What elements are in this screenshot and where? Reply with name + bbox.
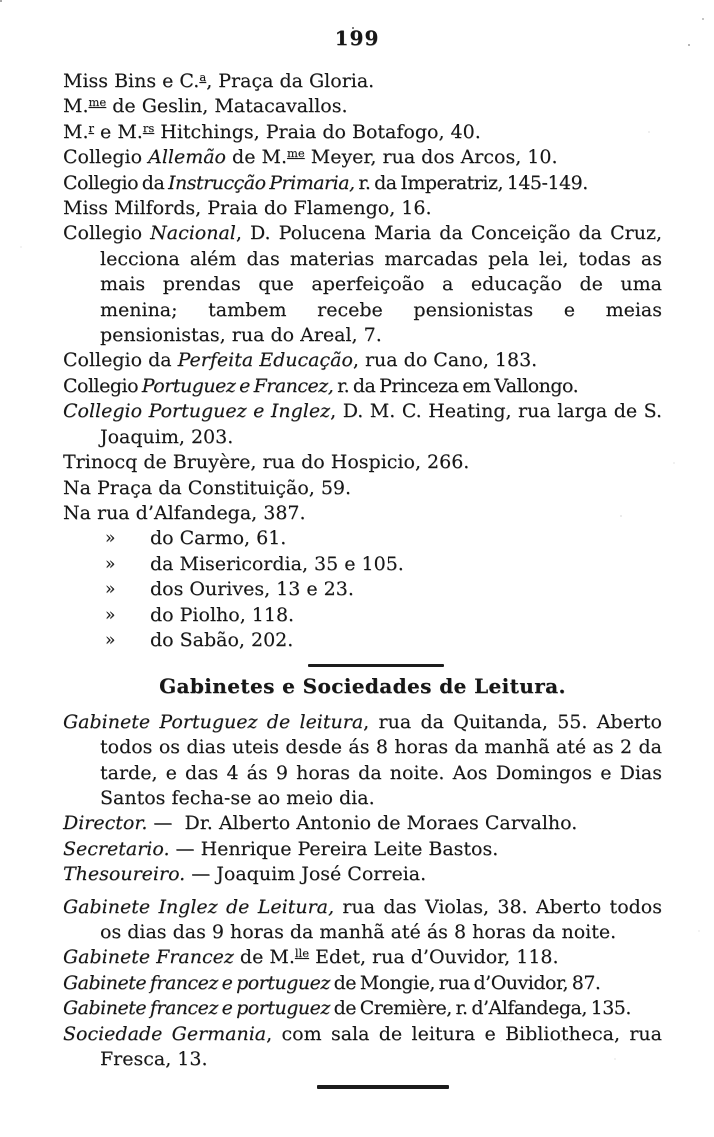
directory-entry <box>63 221 662 348</box>
italic-text: Sociedade Germania <box>63 1022 267 1045</box>
directory-entry <box>63 603 662 628</box>
superscript-text: a <box>199 70 207 84</box>
end-divider <box>317 1085 449 1089</box>
text-segment: M. <box>63 95 89 118</box>
italic-text: Thesoureiro. <box>63 863 186 886</box>
ditto-mark: » <box>105 528 116 549</box>
directory-entry <box>63 145 662 170</box>
text-segment: da Misericordia, 35 e 105. <box>150 552 404 575</box>
directory-entry <box>63 120 662 145</box>
italic-text: Nacional <box>150 222 236 245</box>
reading-room-entry <box>63 811 662 836</box>
superscript-text: me <box>88 95 107 110</box>
directory-entry <box>63 450 662 475</box>
text-segment: Collegio da <box>63 349 178 372</box>
italic-text: Gabinete francez e portuguez <box>63 971 330 994</box>
reading-room-entry <box>63 895 662 946</box>
ditto-mark: » <box>105 604 116 625</box>
text-segment: — Dr. Alberto Antonio de Moraes Carvalho. <box>147 812 578 835</box>
text-segment: Na rua d’Alfandega, 387. <box>63 501 306 524</box>
superscript-text: r <box>88 120 94 135</box>
text-segment: Collegio da <box>63 171 169 194</box>
text-segment: Na Praça da Constituição, 59. <box>63 476 352 499</box>
text-segment: Meyer, rua dos Arcos, 10. <box>304 146 558 169</box>
directory-entry <box>63 196 662 221</box>
text-segment: Collegio <box>63 374 142 397</box>
reading-room-entry <box>63 971 662 996</box>
text-segment: r. da Imperatriz, 145-149. <box>354 171 588 194</box>
italic-text: Gabinete Inglez de Leitura, <box>63 895 335 918</box>
scan-noise <box>0 0 2 2</box>
text-segment: de M. <box>226 146 287 169</box>
text-segment: dos Ourives, 13 e 23. <box>150 578 354 601</box>
reading-room-entry <box>63 1022 662 1073</box>
directory-entry <box>63 476 662 501</box>
text-segment: , D. Polucena Maria da Conceição da Cruz, lecciona além das materias marcadas pela lei, todas as mais prendas que aperfeiçoão a educação de uma menina; tambem recebe pensionistas e meias pensionistas, rua do Areal, 7. <box>100 222 662 347</box>
italic-text: Collegio Portuguez e Inglez <box>63 400 331 423</box>
text-segment: Miss Milfords, Praia do Flamengo, 16. <box>63 197 432 220</box>
superscript-text: rs <box>142 120 155 135</box>
text-segment: Miss Bins e C. <box>63 70 200 92</box>
text-segment: — Henrique Pereira Leite Bastos. <box>169 837 499 860</box>
text-segment: Edet, rua d’Ouvidor, 118. <box>309 946 559 969</box>
text-segment: , Praça da Gloria. <box>206 70 375 92</box>
text-segment: , com sala de leitura e Bibliotheca, rua Fresca, 13. <box>100 1022 662 1071</box>
text-segment: M. <box>63 120 89 143</box>
directory-entry <box>63 171 662 196</box>
text-segment: rua das Violas, 38. Aberto todos os dias das 9 horas da manhã até ás 8 horas da noite. <box>100 895 662 943</box>
text-segment: do Sabão, 202. <box>150 628 294 651</box>
text-segment: de Geslin, Matacavallos. <box>106 95 348 118</box>
italic-text: Gabinete Portuguez de leitura <box>63 710 364 733</box>
text-segment: Collegio <box>63 146 149 169</box>
text-segment: de M. <box>233 946 295 969</box>
italic-text: Instrucção Primaria, <box>168 171 355 194</box>
reading-rooms-list <box>63 710 662 1073</box>
reading-room-entry <box>63 862 662 887</box>
section-divider <box>308 664 444 667</box>
reading-room-entry <box>63 837 662 862</box>
text-segment: , rua da Quitanda, 55. Aberto todos os dias uteis desde ás 8 horas da manhã até as 2 da tarde, e das 4 ás 9 horas da noite. Aos Domingos e Dias Santos fecha-se ao meio dia. <box>100 710 662 809</box>
text-segment: do Piolho, 118. <box>150 603 295 626</box>
page-content <box>0 69 714 1089</box>
italic-text: Perfeita Educação <box>177 349 353 372</box>
directory-entry <box>63 348 662 373</box>
ditto-mark: » <box>105 579 116 600</box>
text-segment: , rua do Cano, 183. <box>352 349 538 372</box>
text-segment: , D. M. C. Heating, rua larga de S. Joaquim, 203. <box>100 400 662 448</box>
reading-room-entry <box>63 996 662 1021</box>
reading-room-entry <box>63 710 662 812</box>
text-segment: Collegio <box>63 222 151 245</box>
italic-text: Director. <box>63 812 148 835</box>
ditto-mark: » <box>105 553 116 574</box>
superscript-text: lle <box>294 946 310 961</box>
directory-entry <box>63 399 662 450</box>
directory-entry <box>63 552 662 577</box>
section-heading: Gabinetes e Sociedades de Leitura. <box>159 674 566 699</box>
directory-entry <box>63 94 662 119</box>
text-segment: de Mongie, rua d’Ouvidor, 87. <box>329 971 601 994</box>
directory-entry <box>63 69 662 94</box>
italic-text: Allemão <box>148 146 226 169</box>
directory-entry <box>63 501 662 526</box>
text-segment: e M. <box>94 120 143 143</box>
text-segment: Hitchings, Praia do Botafogo, 40. <box>154 120 481 143</box>
italic-text: Portuguez e Francez, <box>141 374 334 397</box>
text-segment: r. da Princeza em Vallongo. <box>333 374 579 397</box>
ditto-mark: » <box>105 629 116 650</box>
italic-text: Secretario. <box>63 837 170 860</box>
directory-entry <box>63 628 662 653</box>
page-number: 199 <box>334 26 380 50</box>
text-segment: — Joaquim José Correia. <box>185 863 427 886</box>
text-segment: de Cremière, r. d’Alfandega, 135. <box>329 997 631 1020</box>
italic-text: Gabinete francez e portuguez <box>63 997 330 1020</box>
directory-entry <box>63 374 662 399</box>
directory-entry <box>63 577 662 602</box>
directory-list <box>63 69 662 653</box>
text-segment: Trinocq de Bruyère, rua do Hospicio, 266. <box>63 451 470 474</box>
text-segment: do Carmo, 61. <box>150 527 287 550</box>
reading-room-entry <box>63 945 662 970</box>
directory-entry <box>63 526 662 551</box>
superscript-text: me <box>286 146 305 161</box>
italic-text: Gabinete Francez <box>63 946 234 969</box>
